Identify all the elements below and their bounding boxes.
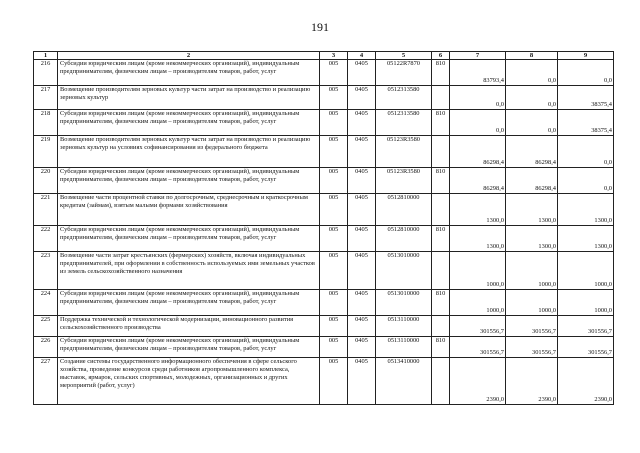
table-row	[34, 316, 614, 337]
cell-c9: 2390,0	[558, 358, 614, 405]
cell-c9: 0,0	[558, 60, 614, 86]
cell-c5: 0513110000	[376, 337, 432, 358]
cell-c7: 1300,0	[450, 226, 506, 252]
cell-c9: 1000,0	[558, 252, 614, 290]
cell-c4: 0405	[348, 290, 376, 316]
budget-table	[33, 51, 614, 405]
cell-c6: 810	[432, 60, 450, 86]
cell-c8: 301556,7	[506, 337, 558, 358]
row-number: 218	[34, 110, 58, 136]
cell-c8: 1300,0	[506, 226, 558, 252]
cell-c6	[432, 316, 450, 337]
cell-c7: 0,0	[450, 110, 506, 136]
row-number: 225	[34, 316, 58, 337]
cell-c6	[432, 86, 450, 110]
cell-c4: 0405	[348, 60, 376, 86]
cell-c5: 05123R3580	[376, 168, 432, 194]
cell-c4: 0405	[348, 136, 376, 168]
cell-c8: 1000,0	[506, 290, 558, 316]
cell-c6	[432, 358, 450, 405]
table-row	[34, 60, 614, 86]
cell-c5: 0513110000	[376, 316, 432, 337]
cell-c8: 2390,0	[506, 358, 558, 405]
cell-c8: 0,0	[506, 86, 558, 110]
cell-c7: 301556,7	[450, 337, 506, 358]
cell-c4: 0405	[348, 110, 376, 136]
page-number: 191	[311, 20, 329, 34]
row-description: Создание системы государственного информационного обеспечения в сфере сельского хозяйства, проведение конкурсов среди работников агропромышленного комплекса, выставок, ярмарок, сельских спортивных, молодежных, организационных и других мероприятий (работ, услуг)	[58, 358, 320, 405]
row-number: 220	[34, 168, 58, 194]
cell-c8: 1000,0	[506, 252, 558, 290]
cell-c5: 0513010000	[376, 252, 432, 290]
cell-c3: 005	[320, 226, 348, 252]
cell-c4: 0405	[348, 337, 376, 358]
cell-c5: 0512810000	[376, 226, 432, 252]
table-row	[34, 168, 614, 194]
cell-c3: 005	[320, 252, 348, 290]
row-number: 221	[34, 194, 58, 226]
cell-c3: 005	[320, 316, 348, 337]
cell-c9: 0,0	[558, 168, 614, 194]
cell-c9: 0,0	[558, 136, 614, 168]
cell-c9: 301556,7	[558, 316, 614, 337]
row-number: 224	[34, 290, 58, 316]
cell-c6: 810	[432, 226, 450, 252]
cell-c6	[432, 194, 450, 226]
cell-c6: 810	[432, 337, 450, 358]
header-cell: 7	[450, 52, 506, 60]
header-cell: 3	[320, 52, 348, 60]
cell-c3: 005	[320, 168, 348, 194]
row-number: 227	[34, 358, 58, 405]
cell-c3: 005	[320, 110, 348, 136]
cell-c3: 005	[320, 290, 348, 316]
header-cell: 5	[376, 52, 432, 60]
cell-c8: 86298,4	[506, 136, 558, 168]
cell-c6	[432, 136, 450, 168]
row-description: Субсидии юридическим лицам (кроме некоммерческих организаций), индивидуальным предпринимателям, физическим лицам – производителям товаров, работ, услуг	[58, 337, 320, 358]
cell-c8: 301556,7	[506, 316, 558, 337]
cell-c8: 0,0	[506, 110, 558, 136]
row-description: Возмещение производителям зерновых культур части затрат на производство и реализацию зерновых культур на условиях софинансирования из федерального бюджета	[58, 136, 320, 168]
cell-c5: 05122R7870	[376, 60, 432, 86]
cell-c7: 2390,0	[450, 358, 506, 405]
cell-c5: 05123R3580	[376, 136, 432, 168]
header-row	[34, 52, 614, 60]
cell-c8: 1300,0	[506, 194, 558, 226]
table-row	[34, 110, 614, 136]
cell-c5: 0513410000	[376, 358, 432, 405]
cell-c9: 1300,0	[558, 194, 614, 226]
cell-c9: 301556,7	[558, 337, 614, 358]
row-description: Поддержка технической и технологической модернизации, инновационного развития сельскохозяйственного производства	[58, 316, 320, 337]
header-cell: 8	[506, 52, 558, 60]
cell-c7: 86298,4	[450, 168, 506, 194]
row-description: Возмещение части затрат крестьянских (фермерских) хозяйств, включая индивидуальных предпринимателей, при оформлении в собственность используемых ими земельных участков из земель сельскохозяйственного назначения	[58, 252, 320, 290]
row-description: Возмещение части процентной ставки по долгосрочным, среднесрочным и краткосрочным кредитам (займам), взятым малыми формами хозяйствования	[58, 194, 320, 226]
table-row	[34, 136, 614, 168]
cell-c7: 0,0	[450, 86, 506, 110]
header-cell: 2	[58, 52, 320, 60]
cell-c7: 301556,7	[450, 316, 506, 337]
cell-c3: 005	[320, 136, 348, 168]
row-description: Субсидии юридическим лицам (кроме некоммерческих организаций), индивидуальным предпринимателям, физическим лицам – производителям товаров, работ, услуг	[58, 110, 320, 136]
cell-c5: 0512313580	[376, 110, 432, 136]
row-number: 216	[34, 60, 58, 86]
cell-c6: 810	[432, 168, 450, 194]
table-row	[34, 337, 614, 358]
row-description: Субсидии юридическим лицам (кроме некоммерческих организаций), индивидуальным предпринимателям, физическим лицам – производителям товаров, работ, услуг	[58, 60, 320, 86]
cell-c3: 005	[320, 194, 348, 226]
table-row	[34, 358, 614, 405]
header-cell: 1	[34, 52, 58, 60]
header-cell: 4	[348, 52, 376, 60]
row-description: Субсидии юридическим лицам (кроме некоммерческих организаций), индивидуальным предпринимателям, физическим лицам – производителям товаров, работ, услуг	[58, 290, 320, 316]
cell-c3: 005	[320, 86, 348, 110]
row-number: 226	[34, 337, 58, 358]
cell-c7: 83793,4	[450, 60, 506, 86]
row-number: 217	[34, 86, 58, 110]
table-row	[34, 86, 614, 110]
cell-c7: 86298,4	[450, 136, 506, 168]
cell-c4: 0405	[348, 168, 376, 194]
cell-c9: 38375,4	[558, 86, 614, 110]
cell-c7: 1000,0	[450, 252, 506, 290]
cell-c8: 86298,4	[506, 168, 558, 194]
cell-c9: 1300,0	[558, 226, 614, 252]
cell-c7: 1300,0	[450, 194, 506, 226]
cell-c4: 0405	[348, 86, 376, 110]
cell-c3: 005	[320, 60, 348, 86]
cell-c5: 0512313580	[376, 86, 432, 110]
cell-c4: 0405	[348, 226, 376, 252]
row-number: 223	[34, 252, 58, 290]
cell-c9: 1000,0	[558, 290, 614, 316]
cell-c4: 0405	[348, 358, 376, 405]
row-number: 219	[34, 136, 58, 168]
cell-c4: 0405	[348, 316, 376, 337]
table-row	[34, 290, 614, 316]
row-description: Возмещение производителям зерновых культур части затрат на производство и реализацию зерновых культур	[58, 86, 320, 110]
cell-c7: 1000,0	[450, 290, 506, 316]
cell-c4: 0405	[348, 194, 376, 226]
table-row	[34, 194, 614, 226]
cell-c3: 005	[320, 337, 348, 358]
cell-c9: 38375,4	[558, 110, 614, 136]
cell-c6	[432, 252, 450, 290]
cell-c3: 005	[320, 358, 348, 405]
table-row	[34, 252, 614, 290]
cell-c5: 0512810000	[376, 194, 432, 226]
cell-c8: 0,0	[506, 60, 558, 86]
cell-c5: 0513010000	[376, 290, 432, 316]
row-description: Субсидии юридическим лицам (кроме некоммерческих организаций), индивидуальным предпринимателям, физическим лицам – производителям товаров, работ, услуг	[58, 226, 320, 252]
table-row	[34, 226, 614, 252]
header-cell: 9	[558, 52, 614, 60]
cell-c6: 810	[432, 290, 450, 316]
row-number: 222	[34, 226, 58, 252]
row-description: Субсидии юридическим лицам (кроме некоммерческих организаций), индивидуальным предпринимателям, физическим лицам – производителям товаров, работ, услуг	[58, 168, 320, 194]
cell-c4: 0405	[348, 252, 376, 290]
header-cell: 6	[432, 52, 450, 60]
cell-c6: 810	[432, 110, 450, 136]
